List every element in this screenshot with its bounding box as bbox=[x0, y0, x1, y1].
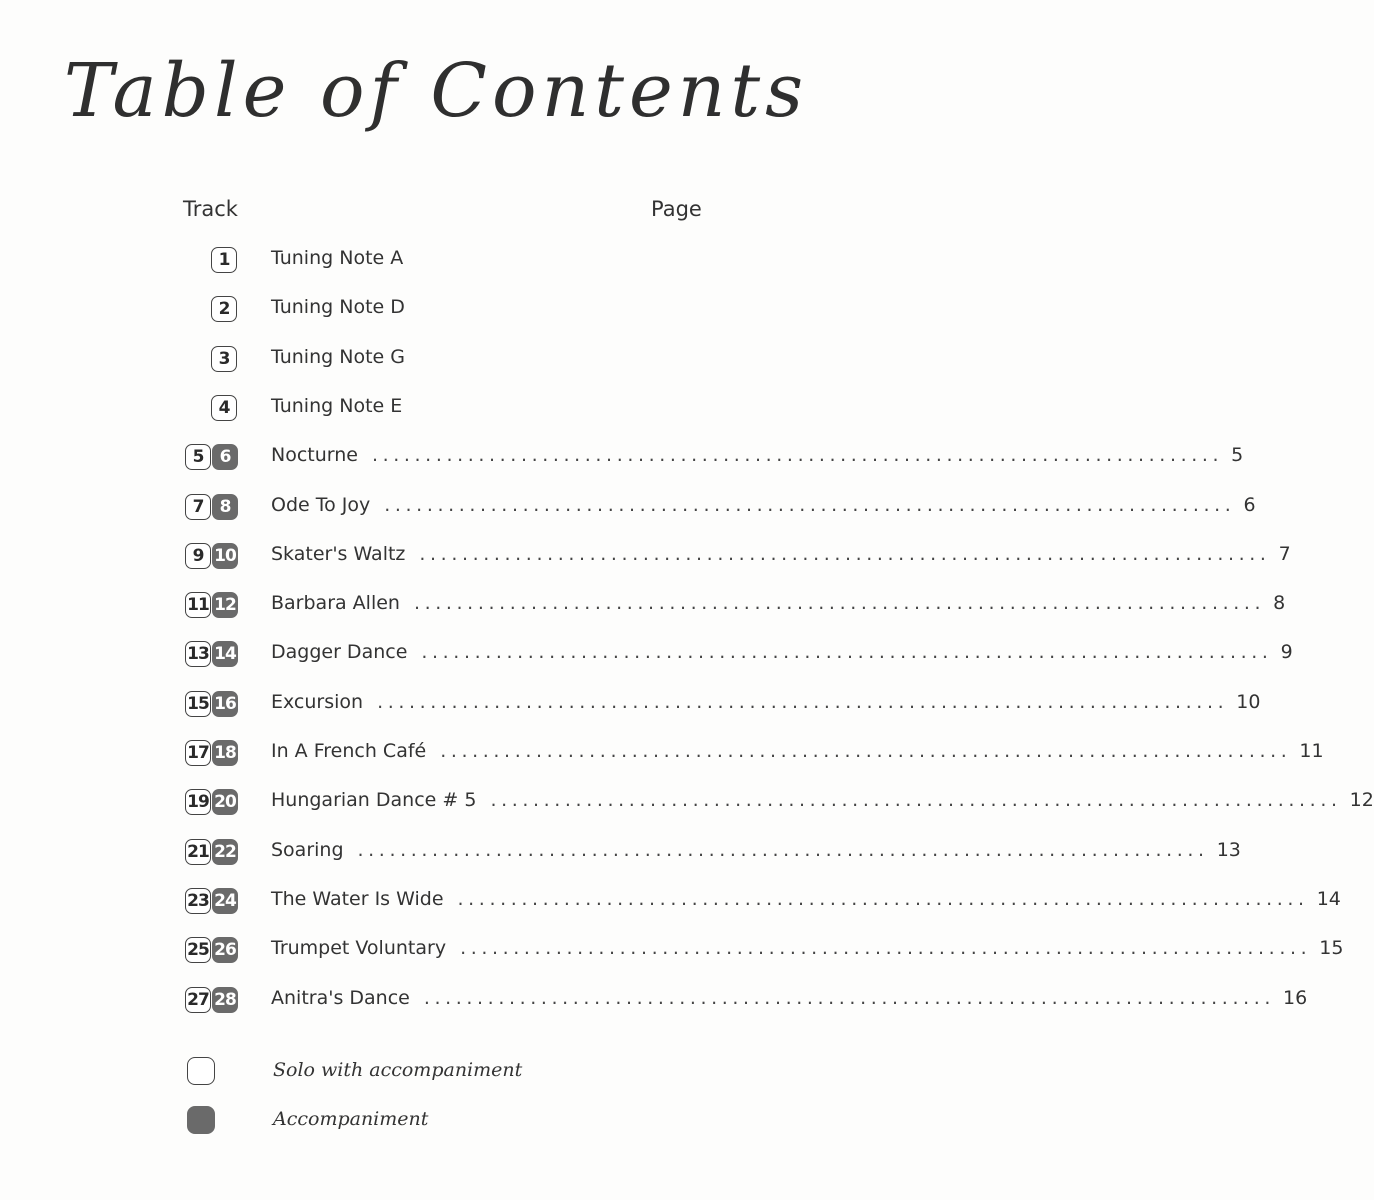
toc-entry bbox=[271, 493, 1256, 524]
accompaniment-legend-swatch bbox=[187, 1106, 215, 1134]
entry-page-number: 11 bbox=[1299, 740, 1324, 762]
track-numbers bbox=[183, 888, 243, 918]
entry-title: Trumpet Voluntary bbox=[271, 937, 447, 960]
dot-leader: ................................................................................ bbox=[419, 542, 1271, 565]
accompaniment-track-badge: 20 bbox=[212, 789, 238, 815]
accompaniment-track-badge: 10 bbox=[212, 543, 238, 569]
toc-entry bbox=[271, 542, 1291, 573]
toc-row bbox=[0, 887, 1341, 918]
toc-row bbox=[0, 641, 1293, 671]
entry-title: Dagger Dance bbox=[271, 641, 408, 664]
toc-entry bbox=[271, 346, 707, 376]
entry-title: Tuning Note D bbox=[271, 296, 405, 319]
toc-row bbox=[0, 740, 1324, 770]
toc-entry bbox=[271, 838, 1241, 869]
toc-row bbox=[0, 789, 1374, 819]
solo-track-badge: 23 bbox=[185, 888, 211, 914]
entry-title: Hungarian Dance # 5 bbox=[271, 789, 477, 812]
entry-title: Nocturne bbox=[271, 444, 358, 467]
toc-row bbox=[0, 986, 1308, 1017]
accompaniment-track-badge: 6 bbox=[212, 444, 238, 470]
toc-entry bbox=[271, 296, 707, 326]
accompaniment-track-badge: 24 bbox=[212, 888, 238, 914]
solo-track-badge: 1 bbox=[211, 247, 237, 273]
toc-row bbox=[0, 444, 1244, 474]
dot-leader: ................................................................................ bbox=[413, 592, 1266, 615]
entry-page-number: 16 bbox=[1283, 986, 1308, 1009]
dot-leader: ................................................................................ bbox=[460, 937, 1312, 960]
legend-label: Accompaniment bbox=[273, 1108, 429, 1130]
track-numbers bbox=[183, 296, 243, 326]
page-column-header: Page bbox=[651, 197, 702, 221]
toc-entry bbox=[271, 690, 1261, 721]
accompaniment-track-badge: 28 bbox=[212, 987, 238, 1013]
toc-row bbox=[0, 592, 1286, 622]
toc-row bbox=[0, 395, 872, 425]
accompaniment-track-badge: 18 bbox=[212, 740, 238, 766]
accompaniment-track-badge: 16 bbox=[212, 691, 238, 717]
solo-track-badge: 13 bbox=[185, 641, 211, 667]
entry-title: Barbara Allen bbox=[271, 592, 400, 615]
track-numbers bbox=[183, 641, 243, 671]
entry-page-number: 5 bbox=[1231, 444, 1244, 467]
track-numbers bbox=[183, 543, 243, 573]
entry-page-number: 9 bbox=[1280, 641, 1293, 664]
toc-entry bbox=[271, 247, 707, 277]
solo-track-badge: 15 bbox=[185, 691, 211, 717]
toc-entry bbox=[271, 937, 1344, 967]
entry-title: Tuning Note E bbox=[271, 394, 403, 417]
solo-legend-swatch bbox=[187, 1057, 215, 1085]
toc-entry bbox=[271, 395, 707, 425]
solo-track-badge: 27 bbox=[185, 987, 211, 1013]
dot-leader: ................................................................................ bbox=[371, 444, 1224, 467]
entry-page-number: 12 bbox=[1349, 789, 1374, 812]
entry-title: Excursion bbox=[271, 690, 364, 713]
track-numbers bbox=[183, 740, 243, 770]
toc-row bbox=[0, 493, 1256, 524]
dot-leader: ................................................................................ bbox=[457, 887, 1309, 910]
toc-row bbox=[0, 690, 1261, 721]
dot-leader: ................................................................................ bbox=[357, 838, 1209, 861]
track-numbers bbox=[183, 444, 243, 474]
toc-entry bbox=[271, 592, 1286, 622]
toc-entry bbox=[271, 986, 1308, 1017]
track-numbers bbox=[183, 346, 243, 376]
dot-leader: ................................................................................ bbox=[421, 641, 1273, 664]
solo-track-badge: 21 bbox=[185, 839, 211, 865]
dot-leader: ................................................................................ bbox=[384, 493, 1236, 516]
toc-row bbox=[0, 838, 1241, 869]
solo-track-badge: 17 bbox=[185, 740, 211, 766]
entry-page-number: 13 bbox=[1216, 838, 1241, 861]
track-numbers bbox=[183, 789, 243, 819]
entry-page-number: 15 bbox=[1319, 937, 1344, 960]
toc-row bbox=[0, 937, 1344, 967]
toc-row bbox=[0, 542, 1291, 573]
solo-track-badge: 4 bbox=[211, 395, 237, 421]
entry-title: Tuning Note A bbox=[271, 247, 404, 269]
accompaniment-track-badge: 22 bbox=[212, 839, 238, 865]
solo-track-badge: 2 bbox=[211, 296, 237, 322]
legend-label: Solo with accompaniment bbox=[273, 1059, 523, 1081]
entry-title: Anitra's Dance bbox=[271, 986, 410, 1009]
entry-page-number: 8 bbox=[1273, 592, 1286, 615]
solo-track-badge: 5 bbox=[185, 444, 211, 470]
accompaniment-track-badge: 8 bbox=[212, 494, 238, 520]
track-numbers bbox=[183, 592, 243, 622]
accompaniment-track-badge: 12 bbox=[212, 592, 238, 618]
track-numbers bbox=[183, 494, 243, 524]
entry-title: In A French Café bbox=[271, 740, 427, 762]
track-numbers bbox=[183, 395, 243, 425]
solo-track-badge: 9 bbox=[185, 543, 211, 569]
solo-track-badge: 19 bbox=[185, 789, 211, 815]
track-column-header: Track bbox=[183, 197, 238, 221]
accompaniment-track-badge: 26 bbox=[212, 937, 238, 963]
dot-leader: ................................................................................ bbox=[423, 986, 1276, 1009]
dot-leader: ................................................................................ bbox=[490, 789, 1342, 812]
legend-item bbox=[0, 1106, 872, 1138]
legend-item bbox=[0, 1057, 872, 1089]
entry-title: Tuning Note G bbox=[271, 345, 405, 368]
dot-leader: ................................................................................ bbox=[377, 690, 1229, 713]
track-numbers bbox=[183, 987, 243, 1017]
entry-title: Skater's Waltz bbox=[271, 542, 406, 565]
toc-row bbox=[0, 296, 872, 326]
entry-page-number: 14 bbox=[1316, 887, 1341, 910]
toc-row bbox=[0, 247, 872, 277]
entry-page-number: 10 bbox=[1236, 690, 1261, 713]
entry-page-number: 7 bbox=[1278, 542, 1291, 565]
track-numbers bbox=[183, 691, 243, 721]
track-numbers bbox=[183, 247, 243, 277]
page-title: Table of Contents bbox=[63, 48, 809, 134]
toc-entry bbox=[271, 740, 1324, 770]
track-numbers bbox=[183, 839, 243, 869]
toc-entry bbox=[271, 789, 1374, 819]
entry-title: Soaring bbox=[271, 838, 344, 861]
entry-title: Ode To Joy bbox=[271, 493, 371, 516]
entry-page-number: 6 bbox=[1243, 493, 1256, 516]
toc-row bbox=[0, 346, 872, 376]
solo-track-badge: 3 bbox=[211, 346, 237, 372]
entry-title: The Water Is Wide bbox=[271, 887, 444, 910]
dot-leader: ................................................................................ bbox=[440, 740, 1292, 762]
accompaniment-track-badge: 14 bbox=[212, 641, 238, 667]
toc-entry bbox=[271, 887, 1341, 918]
solo-track-badge: 7 bbox=[185, 494, 211, 520]
toc-entry bbox=[271, 641, 1293, 671]
toc-entry bbox=[271, 444, 1244, 474]
solo-track-badge: 25 bbox=[185, 937, 211, 963]
solo-track-badge: 11 bbox=[185, 592, 211, 618]
track-numbers bbox=[183, 937, 243, 967]
